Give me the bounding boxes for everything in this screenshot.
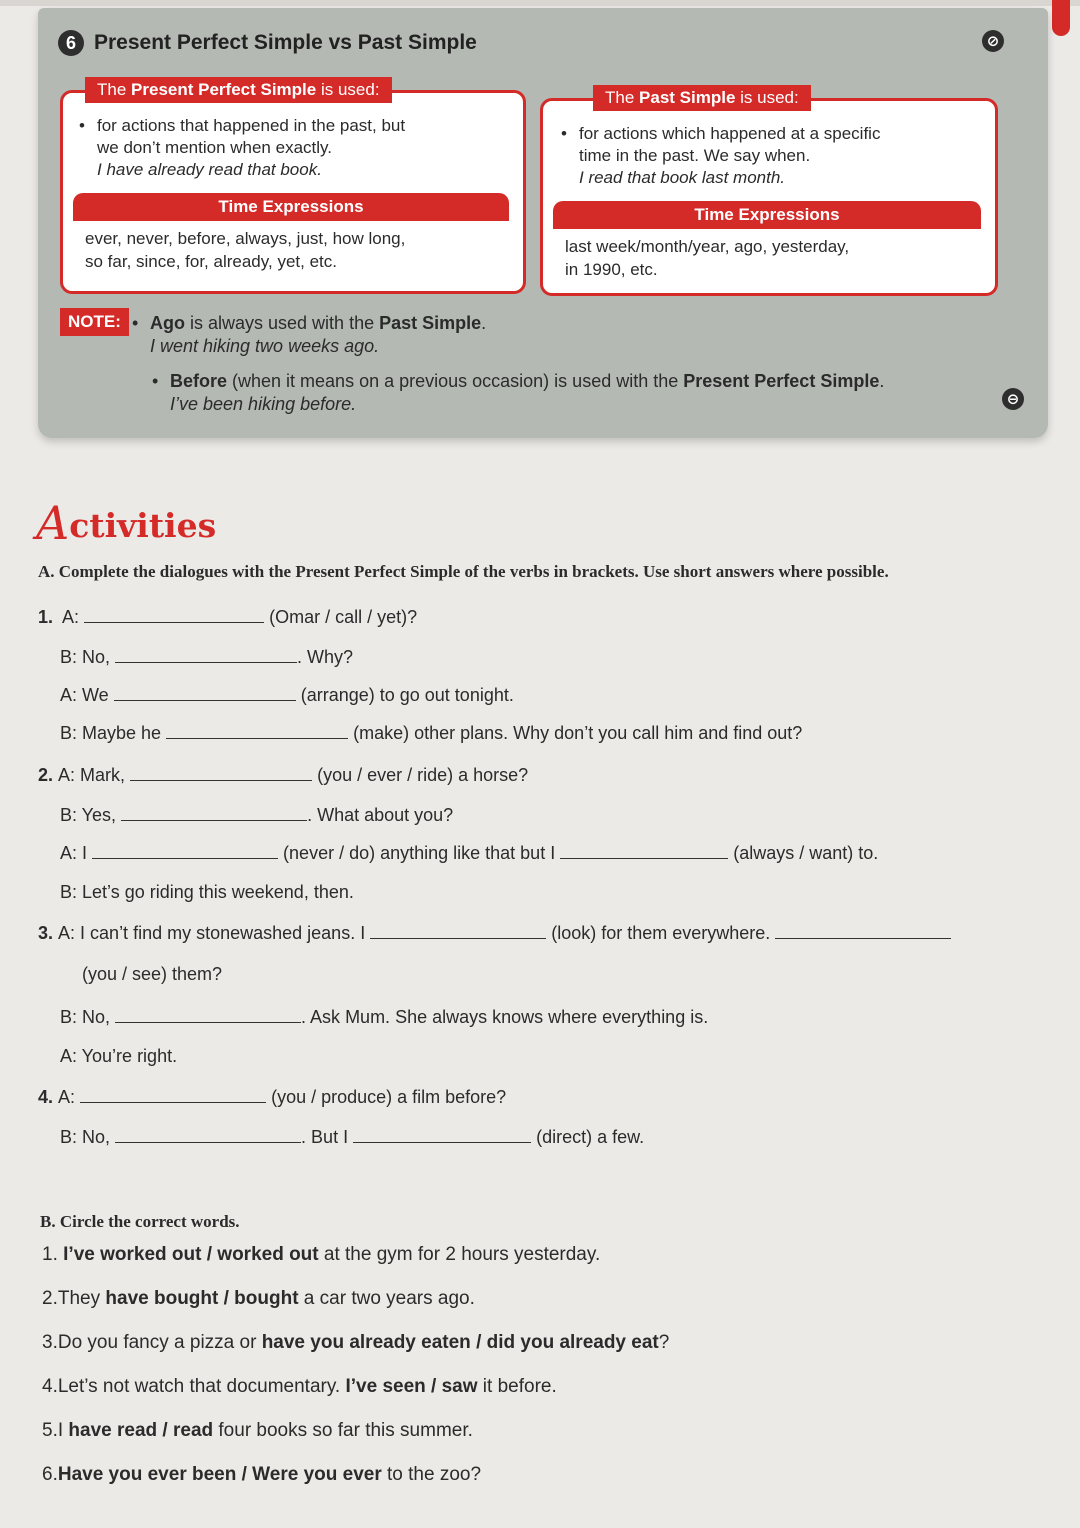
present-perfect-card (60, 80, 526, 294)
note-label: NOTE: (60, 308, 129, 336)
note-ago-example: I went hiking two weeks ago. (150, 336, 380, 356)
dialogue-line: (you / see) them? (82, 964, 223, 984)
dialogue-line: B: No, . Ask Mum. She always knows where everything is. (60, 1007, 709, 1027)
activities-heading (36, 496, 217, 550)
choice-pair[interactable]: I’ve worked out / worked out (63, 1244, 319, 1265)
exercise-b-item: 3.Do you fancy a pizza or have you already eaten / did you already eat? (42, 1332, 670, 1353)
choice-pair[interactable]: Have you ever been / Were you ever (57, 1464, 382, 1485)
minus-circle-icon: ⊖ (1002, 388, 1024, 410)
answer-blank[interactable] (115, 1126, 301, 1143)
answer-blank[interactable] (121, 804, 307, 821)
no-entry-icon: ⊘ (982, 30, 1004, 52)
dialogue-line: A: We (arrange) to go out tonight. (60, 685, 514, 705)
choice-pair[interactable]: have read / read (68, 1420, 214, 1441)
exercise-b-item: 2.They have bought / bought a car two years ago. (42, 1288, 475, 1309)
present-perfect-time-expressions-title: Time Expressions (73, 193, 509, 221)
past-simple-heading: The Past Simple is used: (593, 85, 811, 111)
answer-blank[interactable] (80, 1086, 266, 1103)
section-title-text: Present Perfect Simple vs Past Simple (94, 31, 477, 54)
exercise-b-instruction: B. Circle the correct words. (40, 1212, 240, 1231)
answer-blank[interactable] (775, 922, 951, 939)
past-simple-example: I read that book last month. (579, 168, 786, 187)
dialogue-line: B: No, . But I (direct) a few. (60, 1127, 645, 1147)
dialogue-line: B: No, . Why? (60, 647, 354, 667)
exercise-b-item: 6.Have you ever been / Were you ever to the zoo? (42, 1464, 482, 1485)
exercise-b-item: 4.Let’s not watch that documentary. I’ve seen / saw it before. (42, 1376, 557, 1397)
section-number-badge: 6 (58, 30, 84, 56)
dialogue-line: 4. A: (you / produce) a film before? (38, 1087, 507, 1107)
answer-blank[interactable] (115, 646, 297, 663)
activities-heading-rest: ctivities (69, 506, 217, 545)
dialogue-line: 1. A: (Omar / call / yet)? (38, 607, 418, 627)
past-simple-usage: • for actions which happened at a specific time in the past. We say when. I read that book last month. (561, 124, 881, 187)
note-item-ago: • Ago is always used with the Past Simple. I went hiking two weeks ago. (132, 313, 487, 356)
section-title (58, 30, 477, 56)
grammar-box (38, 8, 1048, 438)
exercise-a-instruction: A. Complete the dialogues with the Present Perfect Simple of the verbs in brackets. Use short answers where possible. (38, 562, 889, 581)
answer-blank[interactable] (130, 764, 312, 781)
dialogue-line: A: I (never / do) anything like that but I (always / want) to. (60, 843, 879, 863)
dialogue-line: A: You’re right. (60, 1046, 178, 1066)
activities-heading-initial: A (36, 496, 70, 550)
dialogue-line: 3. A: I can’t find my stonewashed jeans. I (look) for them everywhere. (38, 922, 951, 944)
answer-blank[interactable] (84, 606, 264, 623)
answer-blank[interactable] (92, 842, 278, 859)
present-perfect-example: I have already read that book. (97, 160, 322, 179)
page-tab-marker (1052, 0, 1070, 36)
dialogue-line: 2. A: Mark, (you / ever / ride) a horse? (38, 765, 529, 785)
answer-blank[interactable] (166, 722, 348, 739)
exercise-b-item: 5.I have read / read four books so far this summer. (42, 1420, 473, 1441)
note-before-example: I’ve been hiking before. (170, 394, 357, 414)
answer-blank[interactable] (560, 842, 728, 859)
present-perfect-time-expressions: ever, never, before, always, just, how long, so far, since, for, already, yet, etc. (85, 229, 406, 271)
dialogue-line: B: Maybe he (make) other plans. Why don’t you call him and find out? (60, 723, 803, 743)
present-perfect-heading: The Present Perfect Simple is used: (85, 77, 392, 103)
answer-blank[interactable] (370, 922, 546, 939)
note-item-before: • Before (when it means on a previous occasion) is used with the Present Perfect Simple. I’ve been hiking before. (152, 371, 885, 414)
page-top-edge (0, 0, 1080, 6)
exercise-b-item: 1. I’ve worked out / worked out at the gym for 2 hours yesterday. (42, 1244, 601, 1265)
past-simple-time-expressions: last week/month/year, ago, yesterday, in 1990, etc. (565, 237, 850, 279)
dialogue-line: B: Yes, . What about you? (60, 805, 454, 825)
past-simple-time-expressions-title: Time Expressions (553, 201, 981, 229)
choice-pair[interactable]: have bought / bought (105, 1288, 299, 1309)
dialogue-line: B: Let’s go riding this weekend, then. (60, 882, 354, 902)
answer-blank[interactable] (114, 684, 296, 701)
choice-pair[interactable]: I’ve seen / saw (345, 1376, 478, 1397)
answer-blank[interactable] (115, 1006, 301, 1023)
answer-blank[interactable] (353, 1126, 531, 1143)
present-perfect-usage: • for actions that happened in the past, but we don’t mention when exactly. I have already read that book. (79, 116, 406, 179)
past-simple-card (540, 88, 998, 296)
choice-pair[interactable]: have you already eaten / did you already eat (261, 1332, 659, 1353)
